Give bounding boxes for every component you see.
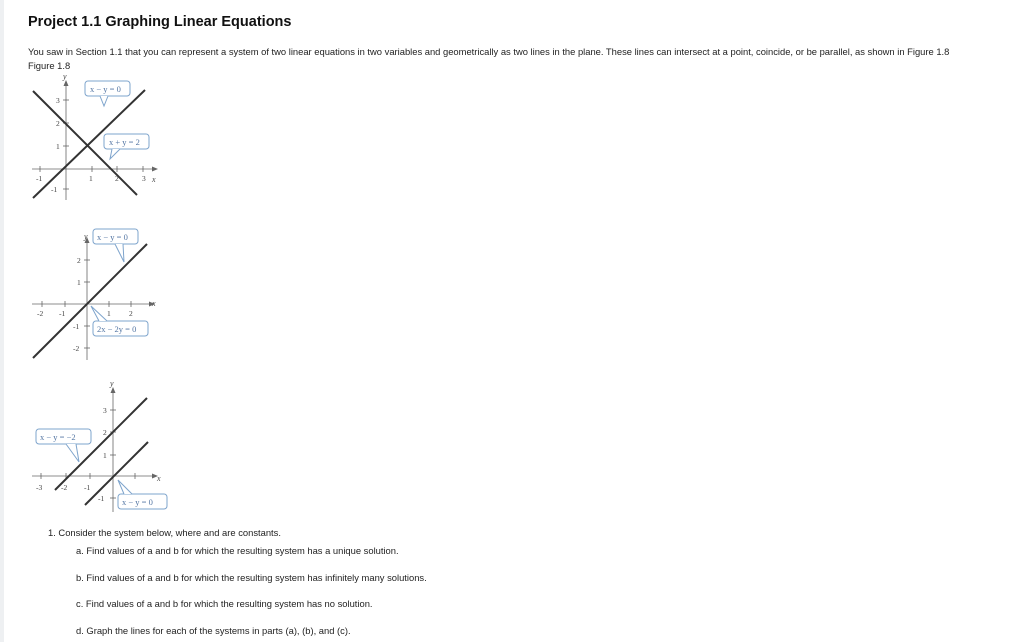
x-tick-label: -2 <box>61 483 68 492</box>
callout-pointer <box>91 306 107 321</box>
callout-pointer <box>100 96 108 106</box>
problem-part-b: b. Find values of a and b for which the resulting system has infinitely many solutions. <box>76 572 427 583</box>
x-tick-label: -1 <box>59 309 66 318</box>
x-tick-label: -1 <box>84 483 91 492</box>
y-tick-label: 1 <box>103 451 107 460</box>
graph-parallel <box>32 379 167 512</box>
y-tick-label: -1 <box>73 322 80 331</box>
intro-paragraph: You saw in Section 1.1 that you can represent a system of two linear equations in two variables and geometrically as two lines in the plane. These lines can intersect at a point, coincide, or be parallel, as shown in Figure 1.8 <box>28 46 950 57</box>
callout-label: x + y = 2 <box>109 137 140 147</box>
callout-label: x − y = 0 <box>90 84 121 94</box>
callout-pointer <box>110 149 120 159</box>
callout-pointer <box>115 244 124 262</box>
callout-pointer <box>118 480 132 494</box>
x-axis-label: x <box>152 299 156 308</box>
x-tick-label: 2 <box>115 174 119 183</box>
y-tick-label: -1 <box>51 185 58 194</box>
x-axis-arrow <box>152 167 158 172</box>
y-tick-label: 1 <box>77 278 81 287</box>
line-coincident <box>33 244 147 358</box>
callout-pointer <box>66 444 79 462</box>
graph-coincident <box>32 229 156 360</box>
x-tick-label: 2 <box>129 309 133 318</box>
problem-part-a: a. Find values of a and b for which the resulting system has a unique solution. <box>76 545 399 556</box>
graph-intersecting <box>32 72 158 200</box>
x-tick-label: -1 <box>36 174 43 183</box>
y-tick-label: 2 <box>56 119 60 128</box>
x-tick-label: -3 <box>36 483 43 492</box>
y-tick-label: 1 <box>56 142 60 151</box>
y-tick-label: -2 <box>73 344 80 353</box>
figure-label: Figure 1.8 <box>28 60 71 71</box>
y-axis-label: y <box>63 72 67 81</box>
problem-part-d: d. Graph the lines for each of the systems in parts (a), (b), and (c). <box>76 625 351 636</box>
y-tick-label: 3 <box>56 96 60 105</box>
callout-label: x − y = 0 <box>122 497 153 507</box>
callout-label: 2x − 2y = 0 <box>97 324 137 334</box>
x-axis-label: x <box>157 474 161 483</box>
problem-part-c: c. Find values of a and b for which the resulting system has no solution. <box>76 598 373 609</box>
y-tick-label: 2 <box>77 256 81 265</box>
x-tick-label: 1 <box>107 309 111 318</box>
y-axis-label: y <box>110 379 114 388</box>
callout-label: x − y = 0 <box>97 232 128 242</box>
y-tick-label: 3 <box>103 406 107 415</box>
x-tick-label: 1 <box>89 174 93 183</box>
problem-statement: 1. Consider the system below, where and are constants. <box>48 527 281 538</box>
callout-label: x − y = −2 <box>40 432 76 442</box>
x-tick-label: -2 <box>37 309 44 318</box>
y-tick-label: 2 <box>103 428 107 437</box>
page-title: Project 1.1 Graphing Linear Equations <box>28 14 292 30</box>
y-tick-label: -1 <box>98 494 105 503</box>
y-axis-label: y <box>84 232 88 241</box>
x-tick-label: 3 <box>142 174 146 183</box>
x-axis-label: x <box>152 175 156 184</box>
